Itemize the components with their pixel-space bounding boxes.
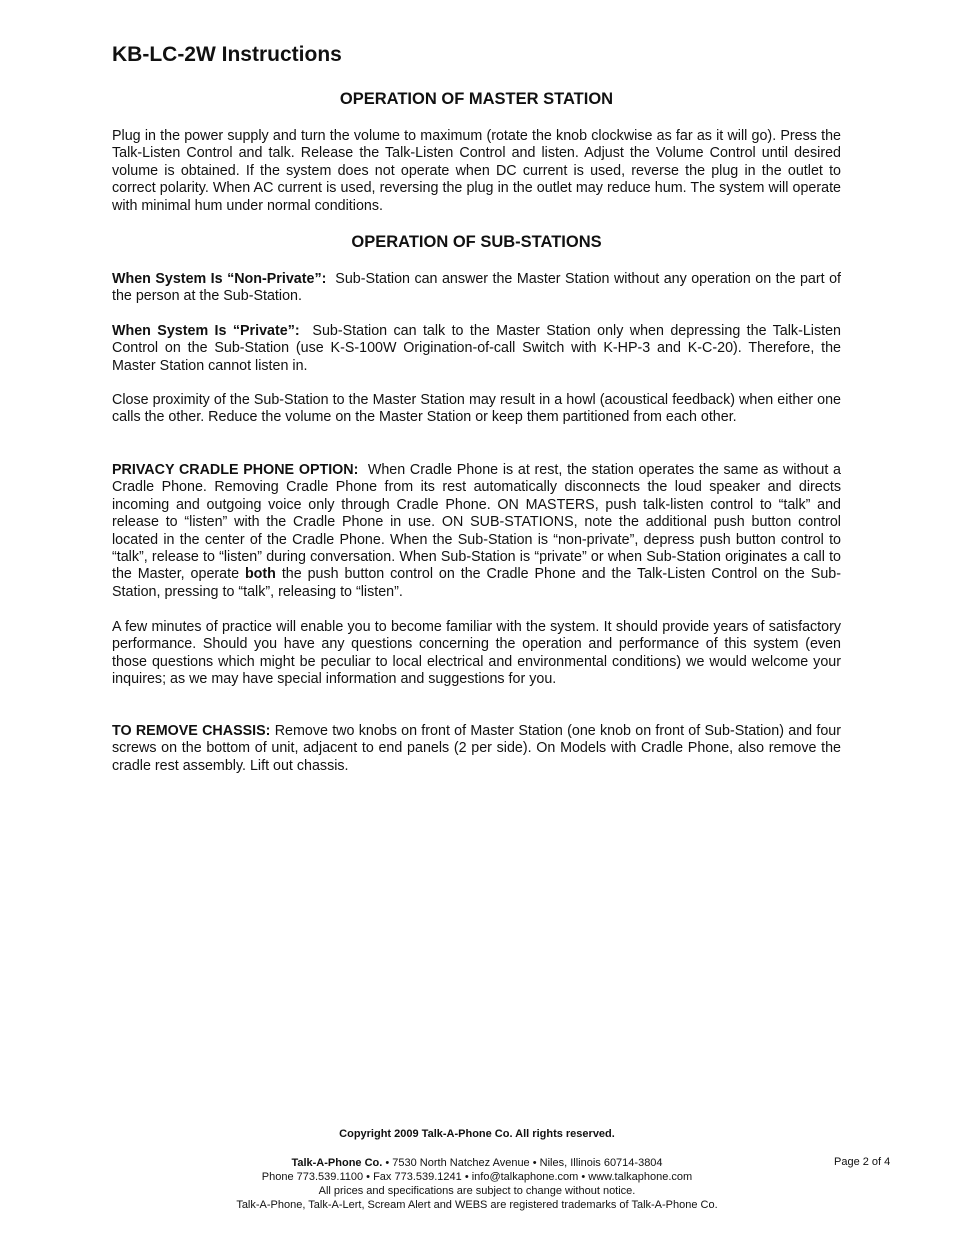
practice-paragraph: A few minutes of practice will enable you to become familiar with the system. It should provide years of satisfactory performance. Should you have any questions concerning the operation and performance of this system (even those questions which might be peculiar to local electrical and environmental conditions) we would welcome your inquires; as we may have special information and suggestions for you. xyxy=(112,619,841,688)
footer-address: • 7530 North Natchez Avenue • Niles, Illinois 60714-3804 xyxy=(385,1157,663,1169)
footer-trademarks-line: Talk-A-Phone, Talk-A-Lert, Scream Alert and WEBS are registered trademarks of Talk-A-Phone Co. xyxy=(236,1199,718,1211)
footer-company: Talk-A-Phone Co. xyxy=(291,1157,383,1169)
remove-chassis-text: Remove two knobs on front of Master Station (one knob on front of Sub-Station) and four screws on the bottom of unit, adjacent to end panels (2 per side). On Models with Cradle Phone, also remove the cradle rest assembly. Lift out chassis. xyxy=(112,723,841,774)
proximity-paragraph: Close proximity of the Sub-Station to the Master Station may result in a howl (acoustical feedback) when either one calls the other. Reduce the volume on the Master Station or keep them partitioned from each other. xyxy=(112,392,841,426)
privacy-cradle-label: PRIVACY CRADLE PHONE OPTION: xyxy=(112,462,359,478)
privacy-cradle-text-2: the push button control on the Cradle Phone and the Talk-Listen Control on the Sub-Station, pressing to “talk”, releasing to “listen”. xyxy=(112,566,841,600)
footer-contact-block xyxy=(0,1156,954,1212)
non-private-label: When System Is “Non-Private”: xyxy=(112,271,327,287)
remove-chassis-paragraph xyxy=(112,723,841,775)
privacy-cradle-text-1: When Cradle Phone is at rest, the station operates the same as without a Cradle Phone. Removing Cradle Phone from its rest automatically disconnects the loud speaker and directs incoming and outgoing voice only through Cradle Phone. ON MASTERS, push talk-listen control to “talk” and release to “listen” with the Cradle Phone in use. ON SUB-STATIONS, note the additional push button control located in the center of the Cradle Phone. When the Sub-Station is “non-private”, depress push button control to “talk”, release to “listen” during conversation. When Sub-Station is “private” or when Sub-Station originates a call to the Master, operate xyxy=(112,462,841,583)
master-station-paragraph: Plug in the power supply and turn the volume to maximum (rotate the knob clockwise as far as it will go). Press the Talk-Listen Control and talk. Release the Talk-Listen Control and listen. Adjust the Volume Control until desired volume is obtained. If the system does not operate when DC current is used, reverse the plug in the outlet to correct polarity. When AC current is used, reversing the plug in the outlet may reduce hum. The system will operate with minimal hum under normal conditions. xyxy=(112,128,841,214)
privacy-cradle-paragraph xyxy=(112,462,841,601)
non-private-text: Sub-Station can answer the Master Station without any operation on the part of the person at the Sub-Station. xyxy=(112,271,841,305)
footer-copyright: Copyright 2009 Talk-A-Phone Co. All rights reserved. xyxy=(339,1128,615,1140)
footer-contact-line: Phone 773.539.1100 • Fax 773.539.1241 • info@talkaphone.com • www.talkaphone.com xyxy=(261,1171,693,1183)
remove-chassis-label: TO REMOVE CHASSIS: xyxy=(112,723,271,739)
private-text: Sub-Station can talk to the Master Station only when depressing the Talk-Listen Control on the Sub-Station (use K-S-100W Origination-of-call Switch with K-HP-3 and K-C-20). Therefore, the Master Station cannot listen in. xyxy=(112,323,841,374)
private-label: When System Is “Private”: xyxy=(112,323,300,339)
document-title: KB-LC-2W Instructions xyxy=(112,43,342,66)
private-paragraph xyxy=(112,323,841,375)
page-number: Page 2 of 4 xyxy=(834,1156,891,1168)
footer-address-line xyxy=(0,1156,954,1170)
master-station-heading: OPERATION OF MASTER STATION xyxy=(339,90,614,108)
privacy-cradle-emphasis: both xyxy=(244,566,276,583)
footer-notice-line: All prices and specifications are subject to change without notice. xyxy=(318,1185,636,1197)
sub-stations-heading: OPERATION OF SUB-STATIONS xyxy=(351,233,602,251)
non-private-paragraph xyxy=(112,271,841,306)
